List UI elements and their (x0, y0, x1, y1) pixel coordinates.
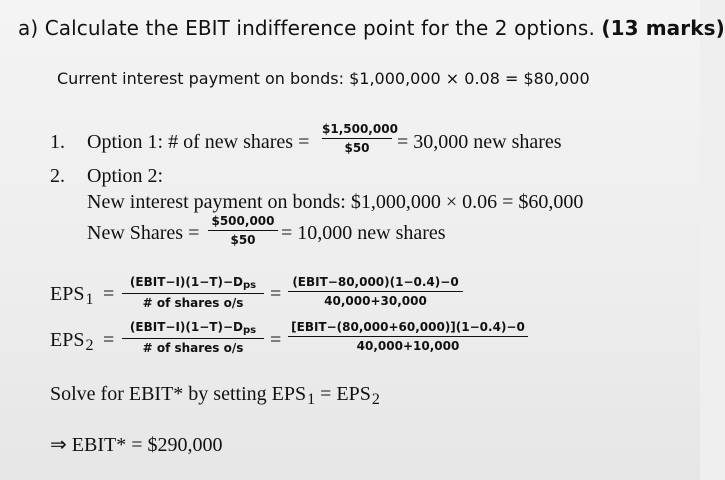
eps1-formula-numerator (122, 275, 264, 291)
question-text: Calculate the EBIT indifference point for the 2 options. (44, 16, 595, 40)
option2-number: 2. (50, 165, 65, 187)
answer-line: ⇒ EBIT* = $290,000 (50, 434, 223, 456)
eps2-lhs (50, 329, 93, 355)
option2-fraction (208, 214, 278, 247)
eps2-equals-2: = (270, 329, 282, 351)
fraction-bar (208, 230, 278, 231)
solve-sub2: 2 (371, 391, 380, 408)
option1-fraction (322, 122, 398, 155)
option1-number: 1. (50, 131, 65, 153)
eps2-value-numerator: [EBIT−(80,000+60,000)](1−0.4)−0 (291, 320, 525, 334)
option2-interest: New interest payment on bonds: $1,000,000 × 0.06 = $60,000 (87, 191, 584, 213)
eps1-equals-2: = (270, 283, 282, 305)
current-interest-line: Current interest payment on bonds: $1,000,000 × 0.08 = $80,000 (57, 69, 590, 88)
eps2-formula-num-sub: ps (242, 325, 257, 336)
fraction-bar (122, 293, 264, 294)
fraction-bar (288, 336, 528, 337)
eps1-formula-denominator: # of shares o/s (142, 296, 244, 310)
solve-line (50, 383, 380, 409)
eps1-subscript: 1 (85, 291, 94, 308)
eps2-equals: = (103, 329, 115, 351)
option1-result: = 30,000 new shares (397, 131, 562, 153)
question-heading (18, 16, 725, 40)
eps2-symbol: EPS (50, 329, 85, 351)
new-shares-label: New Shares = (87, 222, 200, 244)
solve-mid: = EPS (315, 383, 371, 405)
solve-text: Solve for EBIT* by setting EPS (50, 383, 307, 405)
option1-label: Option 1: # of new shares = (87, 131, 310, 153)
eps2-formula-fraction (122, 320, 264, 355)
eps1-formula-fraction (122, 275, 264, 310)
eps1-symbol: EPS (50, 283, 85, 305)
eps2-formula-numerator (122, 320, 264, 336)
option2-result: = 10,000 new shares (281, 222, 446, 244)
eps2-subscript: 2 (85, 337, 94, 354)
eps2-value-fraction (288, 320, 528, 353)
eps1-value-denominator: 40,000+30,000 (324, 294, 427, 308)
eps2-formula-num-text: (EBIT−I)(1−T)−D (129, 320, 243, 334)
option1-fraction-numerator: $1,500,000 (322, 122, 398, 136)
eps2-value-denominator: 40,000+10,000 (356, 339, 460, 353)
eps2-formula-denominator: # of shares o/s (142, 341, 244, 355)
eps1-formula-num-text: (EBIT−I)(1−T)−D (129, 275, 243, 289)
eps1-value-numerator: (EBIT−80,000)(1−0.4)−0 (292, 275, 459, 289)
eps1-equals: = (103, 283, 115, 305)
eps1-value-fraction (288, 275, 463, 308)
fraction-bar (322, 138, 392, 139)
option2-fraction-denominator: $50 (230, 233, 256, 247)
option2-label: Option 2: (87, 165, 164, 187)
option1-fraction-denominator: $50 (344, 141, 370, 155)
question-marks: (13 marks) (601, 16, 725, 40)
solve-sub1: 1 (307, 391, 316, 408)
question-part: a) (18, 16, 39, 40)
option2-fraction-numerator: $500,000 (211, 214, 275, 228)
fraction-bar (288, 291, 463, 292)
fraction-bar (122, 338, 264, 339)
eps1-lhs (50, 283, 93, 309)
eps1-formula-num-sub: ps (242, 280, 257, 291)
